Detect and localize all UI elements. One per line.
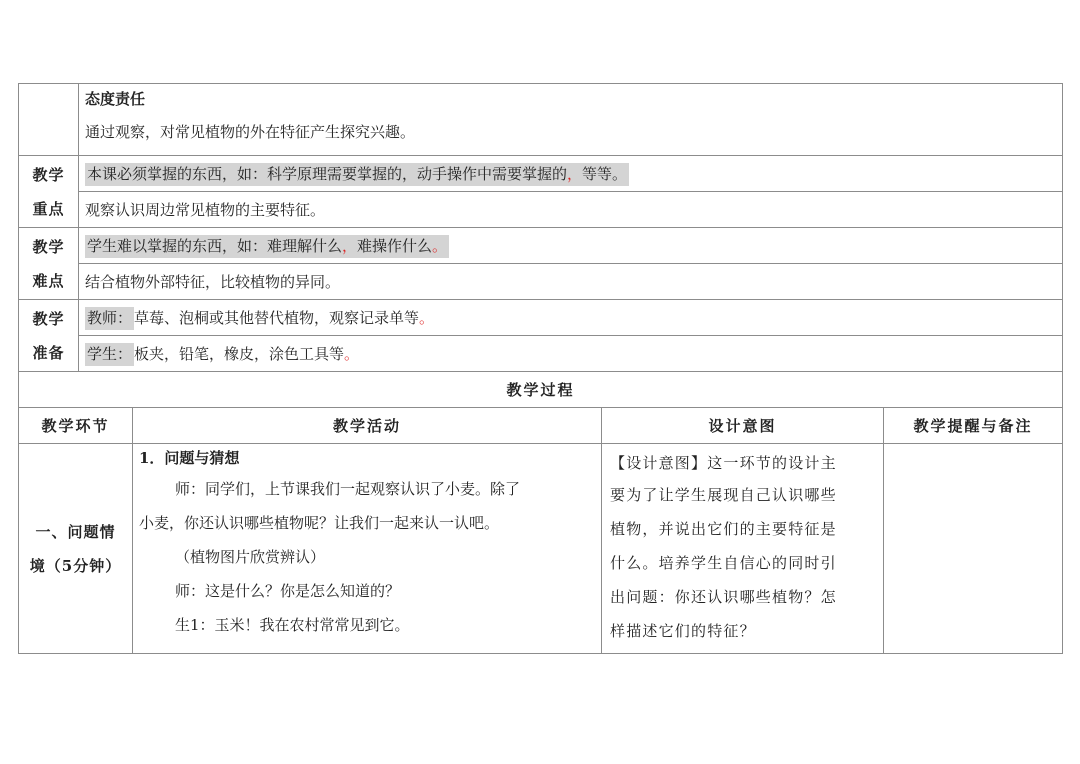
process-title: 教学过程: [19, 372, 1063, 408]
difficulties-label: 教学 难点: [19, 228, 79, 300]
activity-line-4: 师：这是什么？你是怎么知道的？: [175, 582, 401, 600]
lesson-plan-table: [18, 83, 1063, 654]
design-line-1: 【设计意图】这一环节的设计主: [610, 454, 837, 472]
preparation-label: 教学 准备: [19, 300, 79, 372]
header-stage: 教学环节: [19, 408, 133, 444]
key-points-label: 教学 重点: [19, 156, 79, 228]
stage-line-1: 一、问题情: [35, 522, 116, 541]
design-line-6: 样描述它们的特征？: [610, 622, 756, 640]
activity-line-5: 生1：玉米！我在农村常常见到它。: [175, 616, 410, 634]
activity-line-3: （植物图片欣赏辨认）: [175, 548, 326, 566]
design-cell: [602, 444, 884, 654]
activity-line-2: 小麦，你还认识哪些植物呢？让我们一起来认一认吧。: [139, 514, 500, 532]
design-line-5: 出问题：你还认识哪些植物？怎: [610, 588, 837, 606]
key-points-content: 观察认识周边常见植物的主要特征。: [79, 192, 1063, 228]
header-activity: 教学活动: [133, 408, 602, 444]
difficulties-content: 结合植物外部特征，比较植物的异同。: [79, 264, 1063, 300]
design-line-2: 要为了让学生展现自己认识哪些: [610, 486, 837, 504]
teacher-materials: 草莓、泡桐或其他替代植物，观察记录单等: [134, 309, 420, 327]
header-notes: 教学提醒与备注: [884, 408, 1063, 444]
stage-line-2: 境（5分钟）: [29, 556, 122, 575]
activity-line-1: 师：同学们，上节课我们一起观察认识了小麦。除了: [175, 480, 521, 498]
activity-cell: [133, 444, 602, 654]
teacher-tag: 教师：: [85, 307, 134, 330]
difficulties-hint: 学生难以掌握的东西，如：难理解什么，难操作什么。: [85, 235, 449, 258]
objectives-label-cell: [19, 84, 79, 156]
notes-cell: [884, 444, 1063, 654]
activity-heading: 1．问题与猜想: [139, 449, 240, 467]
objectives-heading: 态度责任: [85, 90, 146, 108]
key-points-hint: 本课必须掌握的东西，如：科学原理需要掌握的，动手操作中需要掌握的，等等。: [85, 163, 629, 186]
student-materials: 板夹，铅笔，橡皮，涂色工具等: [134, 345, 345, 363]
objectives-text: 通过观察，对常见植物的外在特征产生探究兴趣。: [85, 123, 416, 141]
stage-cell: [19, 444, 133, 654]
student-tag: 学生：: [85, 343, 134, 366]
preparation-student: 学生： 板夹，铅笔，橡皮，涂色工具等。: [79, 336, 1063, 372]
preparation-teacher: 教师： 草莓、泡桐或其他替代植物，观察记录单等。: [79, 300, 1063, 336]
design-line-4: 什么。培养学生自信心的同时引: [610, 554, 837, 572]
design-line-3: 植物，并说出它们的主要特征是: [610, 520, 837, 538]
key-points-hint-cell: [79, 156, 1063, 192]
difficulties-hint-cell: [79, 228, 1063, 264]
header-design: 设计意图: [602, 408, 884, 444]
objectives-cell: [79, 84, 1063, 156]
